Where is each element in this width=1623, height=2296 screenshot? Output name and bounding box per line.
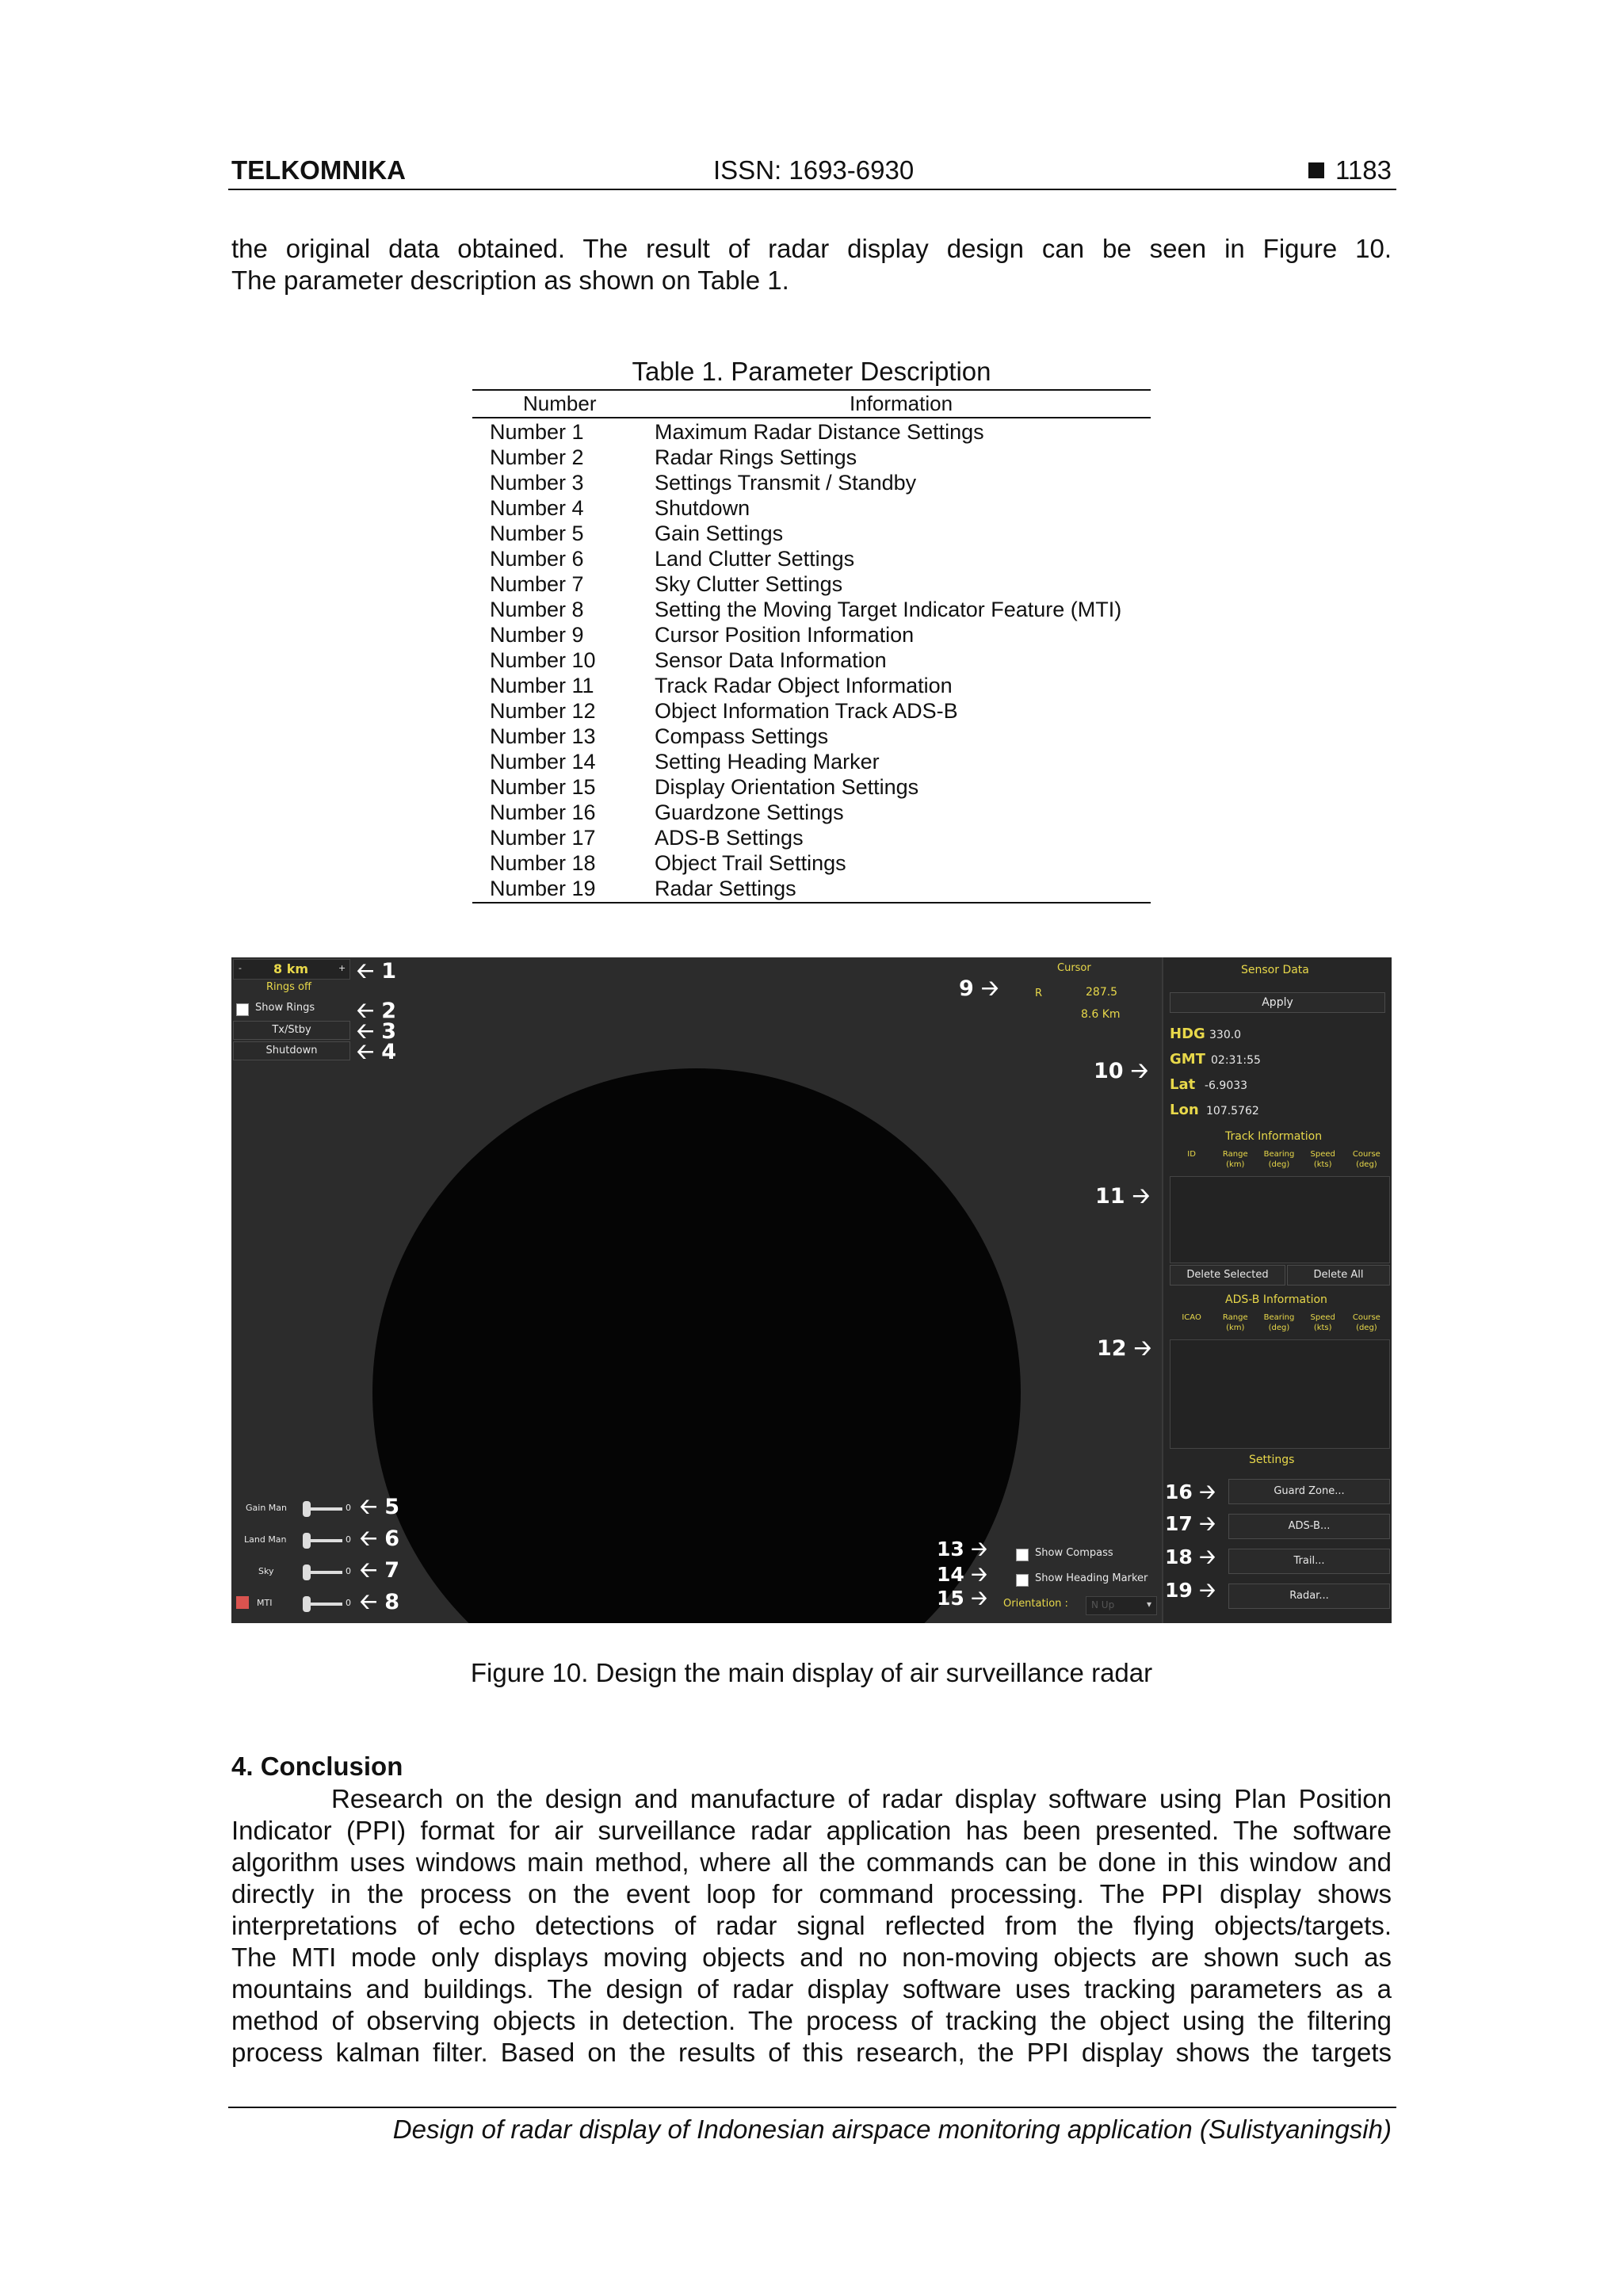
lon-value: 107.5762 (1206, 1105, 1259, 1117)
table-cell-number: Number 11 (490, 674, 594, 697)
table-cell-number: Number 1 (490, 420, 584, 444)
table-cell-number: Number 15 (490, 775, 596, 799)
issn: ISSN: 1693-6930 (713, 155, 915, 185)
land-slider-handle[interactable] (303, 1533, 311, 1549)
marker-2: 🡠 2 (357, 999, 397, 1023)
radar-display-figure (231, 957, 1392, 1623)
conclusion-line: interpretations of echo detections of radar signal reflected from the flying objects/targets. (231, 1911, 1392, 1940)
marker-3: 🡠 3 (357, 1019, 397, 1044)
hdg-label: HDG (1170, 1026, 1205, 1042)
table-cell-information: Radar Settings (655, 877, 796, 900)
cursor-range: 8.6 Km (1081, 1008, 1121, 1021)
table-cell-number: Number 3 (490, 471, 584, 495)
table-cell-number: Number 7 (490, 572, 584, 596)
column-header: Speed (kts) (1310, 1150, 1335, 1169)
column-header: Bearing (deg) (1263, 1150, 1295, 1169)
mti-value: 0 (346, 1598, 351, 1608)
column-header: Speed (kts) (1310, 1313, 1335, 1332)
table-header-rule (472, 417, 1151, 418)
column-header: Course (deg) (1352, 1313, 1381, 1332)
delete-all-button[interactable]: Delete All (1287, 1265, 1390, 1286)
land-label: Land Man (244, 1534, 287, 1545)
sky-value: 0 (346, 1566, 351, 1576)
chevron-down-icon: ▾ (1146, 1599, 1151, 1610)
intro-line: The parameter description as shown on Table 1. (231, 266, 789, 295)
conclusion-line: Indicator (PPI) format for air surveillance radar application has been presented. The software (231, 1816, 1392, 1845)
tx-stby-button[interactable]: Tx/Stby (233, 1021, 350, 1040)
column-header: ID (1187, 1150, 1196, 1159)
sensor-data-title: Sensor Data (1241, 964, 1309, 976)
conclusion-line: process kalman filter. Based on the results of this research, the PPI display shows the targets (231, 2038, 1392, 2067)
table-cell-information: Object Trail Settings (655, 851, 846, 875)
table-bottom-rule (472, 902, 1151, 904)
show-heading-label: Show Heading Marker (1035, 1572, 1148, 1584)
conclusion-paragraph (231, 1783, 1392, 2069)
ppi-scope (372, 1068, 1021, 1623)
column-header: Range (km) (1222, 1313, 1248, 1332)
marker-4: 🡠 4 (357, 1040, 397, 1064)
radar-button[interactable]: Radar... (1228, 1584, 1390, 1609)
adsb-button[interactable]: ADS-B... (1228, 1514, 1390, 1539)
table-cell-information: Track Radar Object Information (655, 674, 953, 697)
table-cell-information: Shutdown (655, 496, 750, 520)
track-table-body[interactable] (1170, 1176, 1390, 1263)
lat-label: Lat (1170, 1076, 1196, 1093)
table-header-number: Number (523, 392, 597, 415)
running-footer: Design of radar display of Indonesian airspace monitoring application (Sulistyaningsih) (392, 2115, 1392, 2144)
table-cell-information: Maximum Radar Distance Settings (655, 420, 984, 444)
table-cell-number: Number 2 (490, 445, 584, 469)
table-cell-information: Sky Clutter Settings (655, 572, 843, 596)
gain-value: 0 (346, 1503, 351, 1513)
table-cell-information: Setting Heading Marker (655, 750, 880, 774)
conclusion-line: algorithm uses windows main method, where all the commands can be done in this window and (231, 1847, 1392, 1877)
page-number: 1183 (1335, 155, 1392, 185)
marker-6: 🡠 6 (360, 1526, 400, 1551)
guard-zone-button[interactable]: Guard Zone... (1228, 1479, 1390, 1504)
table-cell-number: Number 10 (490, 648, 596, 672)
sky-slider-handle[interactable] (303, 1564, 311, 1580)
table-cell-number: Number 14 (490, 750, 596, 774)
range-value: 8 km (273, 961, 309, 976)
conclusion-line: directly in the process on the event loop for command processing. The PPI display shows (231, 1879, 1392, 1908)
column-header: Bearing (deg) (1263, 1313, 1295, 1332)
lon-label: Lon (1170, 1102, 1199, 1118)
marker-5: 🡠 5 (360, 1495, 400, 1519)
show-heading-checkbox[interactable] (1016, 1574, 1029, 1587)
column-header: ICAO (1182, 1313, 1201, 1322)
hdg-value: 330.0 (1209, 1029, 1242, 1041)
cursor-r-label: R (1035, 988, 1043, 999)
gain-label: Gain Man (246, 1503, 287, 1513)
table-cell-information: Cursor Position Information (655, 623, 915, 647)
table-cell-information: Setting the Moving Target Indicator Feature (MTI) (655, 598, 1122, 621)
marker-11: 11 🡢 (1095, 1184, 1150, 1209)
marker-7: 🡠 7 (360, 1558, 400, 1583)
track-table-header (1170, 1148, 1388, 1175)
land-value: 0 (346, 1534, 351, 1545)
column-header: Range (km) (1222, 1150, 1248, 1169)
range-control (233, 959, 350, 980)
table-cell-information: Compass Settings (655, 724, 829, 748)
marker-12: 12 🡢 (1097, 1336, 1151, 1361)
track-info-title: Track Information (1225, 1130, 1323, 1143)
show-compass-checkbox[interactable] (1016, 1549, 1029, 1561)
mti-slider-handle[interactable] (303, 1596, 311, 1612)
marker-15: 15 🡢 (937, 1587, 987, 1610)
table-cell-information: Land Clutter Settings (655, 547, 855, 571)
table-cell-information: Object Information Track ADS-B (655, 699, 958, 723)
table-cell-number: Number 6 (490, 547, 584, 571)
table-cell-information: Gain Settings (655, 521, 784, 545)
trail-button[interactable]: Trail... (1228, 1549, 1390, 1574)
footer-rule (228, 2107, 1396, 2108)
settings-title: Settings (1249, 1454, 1295, 1466)
table-cell-number: Number 18 (490, 851, 596, 875)
apply-button[interactable]: Apply (1170, 992, 1385, 1013)
range-decrease-button[interactable]: - (239, 963, 242, 973)
marker-8: 🡠 8 (360, 1590, 400, 1614)
gain-slider-handle[interactable] (303, 1501, 311, 1517)
conclusion-line: The MTI mode only displays moving objects and no non-moving objects are shown such as (231, 1943, 1392, 1972)
table-cell-number: Number 12 (490, 699, 596, 723)
table-cell-number: Number 19 (490, 877, 596, 900)
table-cell-number: Number 5 (490, 521, 584, 545)
figure-caption: Figure 10. Design the main display of air surveillance radar (470, 1658, 1153, 1687)
marker-19: 19 🡢 (1165, 1579, 1216, 1602)
journal-name: TELKOMNIKA (231, 155, 406, 185)
table-cell-information: ADS-B Settings (655, 826, 804, 850)
gmt-value: 02:31:55 (1211, 1054, 1261, 1067)
table-top-rule (472, 389, 1151, 391)
lat-value: -6.9033 (1205, 1079, 1248, 1092)
table-cell-information: Radar Rings Settings (655, 445, 857, 469)
intro-line: the original data obtained. The result of radar display design can be seen in Figure 10. (231, 234, 1392, 263)
cursor-title: Cursor (1057, 962, 1091, 974)
marker-17: 17 🡢 (1165, 1512, 1216, 1535)
table-cell-number: Number 9 (490, 623, 584, 647)
marker-18: 18 🡢 (1165, 1545, 1216, 1568)
adsb-table-body[interactable] (1170, 1339, 1390, 1449)
marker-10: 10 🡢 (1094, 1059, 1148, 1083)
marker-1: 🡠 1 (357, 959, 397, 984)
table-cell-number: Number 8 (490, 598, 584, 621)
orientation-select[interactable] (1086, 1596, 1157, 1615)
table-cell-information: Guardzone Settings (655, 800, 844, 824)
table-cell-number: Number 16 (490, 800, 596, 824)
cursor-bearing: 287.5 (1086, 986, 1118, 999)
shutdown-button[interactable]: Shutdown (233, 1041, 350, 1060)
table-cell-number: Number 17 (490, 826, 596, 850)
conclusion-line: Research on the design and manufacture of radar display software using Plan Position (331, 1784, 1392, 1813)
mti-label: MTI (257, 1598, 273, 1608)
gmt-label: GMT (1170, 1051, 1205, 1068)
column-header: Course (deg) (1352, 1150, 1381, 1169)
table-cell-number: Number 4 (490, 496, 584, 520)
conclusion-line: mountains and buildings. The design of radar display software uses tracking parameters as a (231, 1974, 1392, 2004)
adsb-table-header (1170, 1311, 1388, 1338)
page-number-block (1308, 155, 1392, 185)
header-rule (228, 189, 1396, 190)
delete-selected-button[interactable]: Delete Selected (1170, 1265, 1285, 1286)
rings-status: Rings off (266, 981, 311, 993)
table-cell-number: Number 13 (490, 724, 596, 748)
right-panel (1162, 957, 1392, 1623)
marker-14: 14 🡢 (937, 1563, 987, 1586)
intro-paragraph (231, 233, 1392, 296)
table-cell-information: Settings Transmit / Standby (655, 471, 917, 495)
orientation-value: N Up (1091, 1599, 1115, 1610)
marker-16: 16 🡢 (1165, 1480, 1216, 1503)
table-cell-information: Sensor Data Information (655, 648, 887, 672)
marker-13: 13 🡢 (937, 1538, 987, 1561)
conclusion-line: method of observing objects in detection. The process of tracking the object using the filtering (231, 2006, 1392, 2035)
table-header-information: Information (850, 392, 953, 415)
marker-9: 9 🡢 (959, 976, 999, 1001)
orientation-label: Orientation : (1003, 1598, 1068, 1610)
adsb-info-title: ADS-B Information (1225, 1293, 1327, 1306)
show-compass-label: Show Compass (1035, 1547, 1113, 1559)
show-rings-label: Show Rings (255, 1002, 315, 1014)
mti-checkbox[interactable] (236, 1596, 249, 1609)
square-bullet-icon (1308, 162, 1324, 178)
table-cell-information: Display Orientation Settings (655, 775, 919, 799)
section-title: 4. Conclusion (231, 1752, 403, 1781)
range-increase-button[interactable]: + (338, 963, 346, 973)
show-rings-checkbox[interactable] (236, 1003, 249, 1016)
table-caption: Table 1. Parameter Description (632, 357, 991, 386)
sky-label: Sky (258, 1566, 274, 1576)
